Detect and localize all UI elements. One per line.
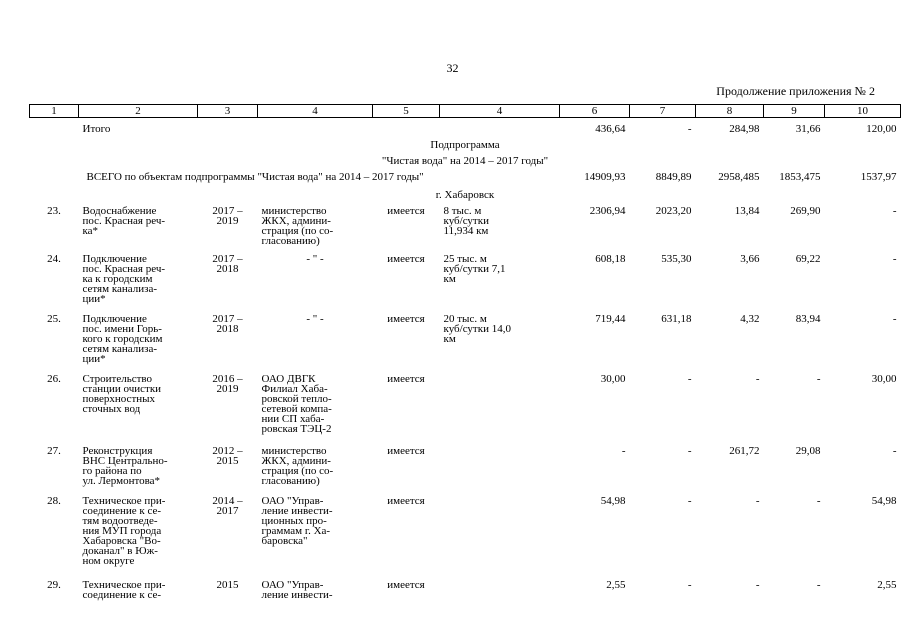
value-10: 2,55 <box>877 579 897 591</box>
organization: - " - <box>306 253 324 265</box>
organization: ОАО "Управ- ление инвести- ционных про- граммам г. Ха- баровска" <box>261 495 333 547</box>
value-9: 29,08 <box>795 445 821 457</box>
period-years: 2014 – 2017 <box>212 495 243 517</box>
period-years: 2017 – 2019 <box>212 205 243 227</box>
subprogram-name: "Чистая вода" на 2014 – 2017 годы" <box>381 155 549 167</box>
value-9: 69,22 <box>795 253 821 265</box>
organization: ОАО ДВГК Филиал Хаба- ровской тепло- сетевой компа- нии СП хаба- ровская ТЭЦ-2 <box>261 373 332 435</box>
grand-total-value: 14909,93 <box>584 171 626 183</box>
status: имеется <box>387 445 425 457</box>
status: имеется <box>387 313 425 325</box>
period-years: 2012 – 2015 <box>212 445 243 467</box>
value-9: - <box>816 579 821 591</box>
value-8: 261,72 <box>729 445 760 457</box>
row-number: 26. <box>47 373 61 385</box>
table-row <box>30 206 901 254</box>
organization: министерство ЖКХ, админи- страция (по со- гласованию) <box>261 445 334 487</box>
object-name: Техническое при- соединение к се- тям водоотведе- ния МУП города Хабаровска "Во- доканал" в Юж- ном округе <box>82 495 166 567</box>
table-row <box>30 496 901 580</box>
column-header: 8 <box>696 105 764 118</box>
value-9: 83,94 <box>795 313 821 325</box>
value-9: - <box>816 495 821 507</box>
grand-total-value: 2958,485 <box>718 171 760 183</box>
value-10: - <box>892 313 897 325</box>
status: имеется <box>387 205 425 217</box>
table-row <box>30 580 901 602</box>
object-name: Подключение пос. Красная реч- ка к городским сетям канализа- ции* <box>82 253 166 305</box>
value-10: - <box>892 205 897 217</box>
value-10: - <box>892 445 897 457</box>
city-heading: г. Хабаровск <box>435 189 495 201</box>
value-7: 535,30 <box>661 253 692 265</box>
value-8: 3,66 <box>740 253 760 265</box>
value-6: 2306,94 <box>589 205 626 217</box>
capacity <box>440 580 560 602</box>
column-header: 4 <box>440 105 560 118</box>
column-header: 2 <box>79 105 198 118</box>
table-row <box>30 374 901 446</box>
total-value: 31,66 <box>795 123 821 135</box>
capacity <box>440 446 560 496</box>
value-8: 4,32 <box>740 313 760 325</box>
row-number: 28. <box>47 495 61 507</box>
column-header: 5 <box>373 105 440 118</box>
value-9: - <box>816 373 821 385</box>
row-number: 29. <box>47 579 61 591</box>
value-10: - <box>892 253 897 265</box>
value-8: - <box>755 495 760 507</box>
grand-total-value: 1537,97 <box>860 171 897 183</box>
value-7: 2023,20 <box>655 205 692 217</box>
object-name: Строительство станции очистки поверхностных сточных вод <box>82 373 162 415</box>
value-6: 54,98 <box>600 495 626 507</box>
status: имеется <box>387 373 425 385</box>
value-10: 30,00 <box>871 373 897 385</box>
value-6: 719,44 <box>595 313 626 325</box>
total-value: 284,98 <box>729 123 760 135</box>
capacity: 25 тыс. м куб/сутки 7,1 км <box>443 253 506 285</box>
status: имеется <box>387 579 425 591</box>
grand-total-value: 8849,89 <box>655 171 692 183</box>
column-header: 9 <box>764 105 825 118</box>
capacity <box>440 374 560 446</box>
column-header: 4 <box>258 105 373 118</box>
object-name: Техническое при- соединение к се- <box>82 579 166 601</box>
status: имеется <box>387 495 425 507</box>
capacity: 20 тыс. м куб/сутки 14,0 км <box>443 313 511 345</box>
value-7: - <box>687 495 692 507</box>
total-value: 120,00 <box>866 123 897 135</box>
grand-total-label: ВСЕГО по объектам подпрограммы "Чистая вода" на 2014 – 2017 годы" <box>86 171 424 183</box>
object-name: Водоснабжение пос. Красная реч- ка* <box>82 205 166 237</box>
period-years: 2017 – 2018 <box>212 313 243 335</box>
value-7: - <box>687 373 692 385</box>
column-header: 3 <box>198 105 258 118</box>
page-number: 32 <box>446 61 459 75</box>
value-6: - <box>621 445 626 457</box>
row-number: 25. <box>47 313 61 325</box>
continuation-note: Продолжение приложения № 2 <box>716 84 875 98</box>
total-label: Итого <box>82 123 111 135</box>
period-years: 2017 – 2018 <box>212 253 243 275</box>
subprogram-heading: Подпрограмма <box>430 139 500 151</box>
value-7: - <box>687 579 692 591</box>
grand-total-row <box>30 172 901 190</box>
total-value: 436,64 <box>595 123 626 135</box>
value-9: 269,90 <box>790 205 821 217</box>
organization: министерство ЖКХ, админи- страция (по со- гласованию) <box>261 205 334 247</box>
column-header: 7 <box>630 105 696 118</box>
value-7: 631,18 <box>661 313 692 325</box>
row-number: 24. <box>47 253 61 265</box>
column-header: 1 <box>30 105 79 118</box>
table-row <box>30 254 901 314</box>
table-row <box>30 314 901 374</box>
column-header: 6 <box>560 105 630 118</box>
value-8: 13,84 <box>734 205 760 217</box>
value-7: - <box>687 445 692 457</box>
object-name: Подключение пос. имени Горь- кого к городским сетям канализа- ции* <box>82 313 163 365</box>
organization: - " - <box>306 313 324 325</box>
period-years: 2015 <box>216 579 239 591</box>
value-6: 2,55 <box>606 579 626 591</box>
value-6: 30,00 <box>600 373 626 385</box>
value-8: - <box>755 579 760 591</box>
row-number: 27. <box>47 445 61 457</box>
grand-total-value: 1853,475 <box>779 171 821 183</box>
period-years: 2016 – 2019 <box>212 373 243 395</box>
total-value: - <box>687 123 692 135</box>
total-row <box>30 124 901 140</box>
status: имеется <box>387 253 425 265</box>
value-10: 54,98 <box>871 495 897 507</box>
column-header-row <box>30 105 901 118</box>
capacity <box>440 496 560 580</box>
object-name: Реконструкция ВНС Центрально- го района по ул. Лермонтова* <box>82 445 168 487</box>
capacity: 8 тыс. м куб/сутки 11,934 км <box>443 205 489 237</box>
table-row <box>30 446 901 496</box>
data-table <box>29 104 901 602</box>
value-8: - <box>755 373 760 385</box>
column-header: 10 <box>825 105 901 118</box>
organization: ОАО "Управ- ление инвести- <box>261 579 333 601</box>
value-6: 608,18 <box>595 253 626 265</box>
row-number: 23. <box>47 205 61 217</box>
